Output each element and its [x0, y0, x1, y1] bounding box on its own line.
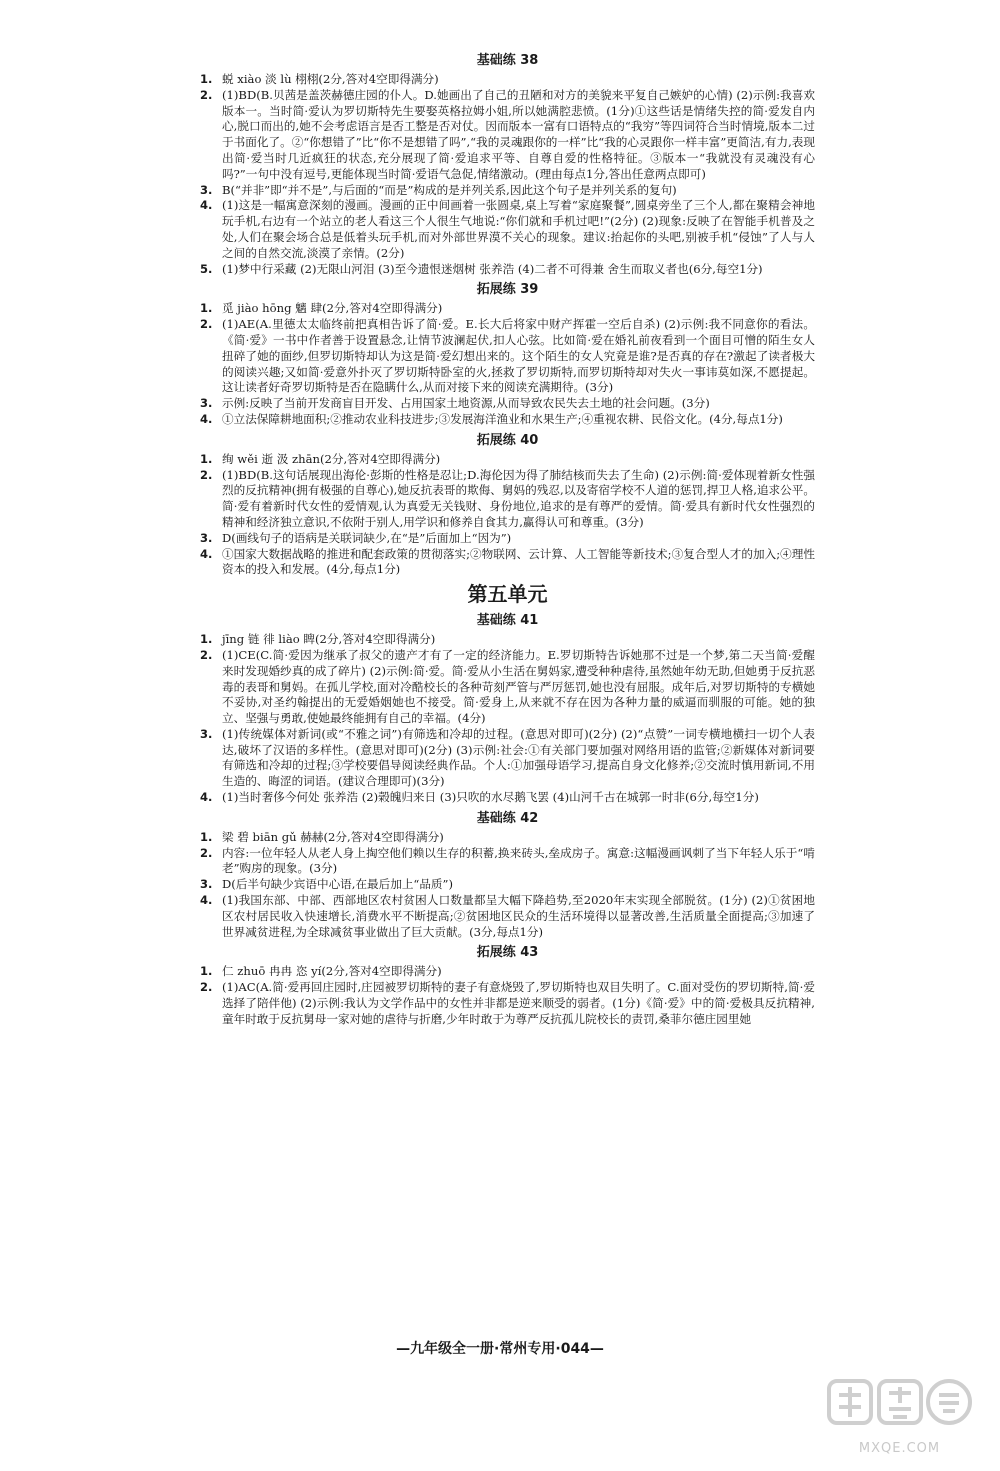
item-number: 2.: [200, 87, 213, 102]
item-number: 3.: [200, 726, 213, 741]
answer-item: [200, 72, 815, 88]
answer-item: [200, 88, 815, 183]
answer-item: [200, 396, 815, 412]
item-text: 示例:反映了当前开发商盲目开发、占用国家土地资源,从而导致农民失去土地的社会问题。(3分): [222, 396, 710, 411]
item-text: 绚 wěi 逝 汲 zhān(2分,答对4空即得满分): [222, 451, 441, 466]
item-number: 4.: [200, 411, 213, 426]
item-number: 1.: [200, 301, 213, 316]
item-number: 4.: [200, 198, 213, 213]
item-text: ①国家大数据战略的推进和配套政策的贯彻落实;②物联网、云计算、人工智能等新技术;③复合型人才的加入;④理性资本的投入和发展。(4分,每点1分): [222, 546, 815, 577]
item-number: 2.: [200, 845, 213, 860]
item-text: (1)传统媒体对新词(或“不雅之词”)有筛选和冷却的过程。(意思对即可)(2分) (2)“点赞”一词专横地横扫一切个人表达,破坏了汉语的多样性。(意思对即可)(2分) (3)示例:社会:①有关部门要加强对网络用语的监管;②新媒体对新词要有筛选和冷却的过程;③学校要倡导阅读经典作品。个人:①加强母语学习,提高自身文化修养;②交流时慎用新词,不用生造的、晦涩的词语。(建议合理即可)(3分): [222, 726, 815, 789]
watermark-text: MXQE.COM: [858, 1441, 941, 1456]
item-text: ①立法保障耕地面积;②推动农业科技进步;③发展海洋渔业和水果生产;④重视农耕、民俗文化。(4分,每点1分): [222, 411, 783, 426]
answer-item: [200, 893, 815, 940]
item-number: 1.: [200, 632, 213, 647]
answer-item: [200, 790, 815, 806]
answer-item: [200, 301, 815, 317]
answer-item: [200, 964, 815, 980]
answer-item: [200, 452, 815, 468]
item-number: 3.: [200, 396, 213, 411]
item-text: (1)AC(A.简·爱再回庄园时,庄园被罗切斯特的妻子有意烧毁了,罗切斯特也双目失明了。C.面对受伤的罗切斯特,简·爱选择了陪伴他) (2)示例:我认为文学作品中的女性并非都是逆来顺受的弱者。(1分)《简·爱》中的简·爱极具反抗精神,童年时敢于反抗舅母一家对她的虐待与折磨,少年时敢于为尊严反抗孤儿院校长的责罚,桑菲尔德庄园里她: [222, 980, 815, 1026]
item-text: (1)我国东部、中部、西部地区农村贫困人口数量都呈大幅下降趋势,至2020年末实现全部脱贫。(1分) (2)①贫困地区农村居民收入快速增长,消费水平不断提高;②贫困地区民众的生活环境得以显著改善,生活质量全面提高;③加速了世界减贫进程,为全球减贫事业做出了巨大贡献。(3分,每点1分): [222, 893, 815, 939]
item-number: 3.: [200, 182, 213, 197]
item-number: 1.: [200, 72, 213, 86]
item-number: 3.: [200, 530, 213, 545]
answer-item: [200, 846, 815, 878]
answer-item: [200, 547, 815, 579]
item-text: B(“并非”即“并不是”,与后面的“而是”构成的是并列关系,因此这个句子是并列关系的复句): [222, 182, 677, 197]
item-number: 3.: [200, 877, 213, 892]
item-text: (1)BD(B.贝茜是盖茨赫德庄园的仆人。D.她画出了自己的丑陋和对方的美貌来平复自己嫉妒的心情) (2)示例:我喜欢版本一。当时简·爱认为罗切斯特先生要娶英格拉姆小姐,所以她满腔悲愤。(1分)①这些话是情绪失控的简·爱发自内心,脱口而出的,她不会考虑语言是否工整是否对仗。因而版本一富有口语特点的“我穷”等四词符合当时情境,版本二过于书面化了。②“你想错了”比“你不是想错了吗”,“我的灵魂跟你的一样”比“我的心灵跟你一样丰富”更简洁,有力,表现出简·爱当时几近疯狂的状态,充分展现了简·爱追求平等、自尊自爱的性格特征。③版本一“我就没有灵魂没有心吗?”一句中没有逗号,更能体现当时简·爱语气急促,情绪激动。(理由每点1分,答出任意两点即可): [222, 87, 815, 181]
item-number: 2.: [200, 467, 213, 482]
item-text: (1)这是一幅寓意深刻的漫画。漫画的正中间画着一张圆桌,桌上写着“家庭聚餐”,圆桌旁坐了三个人,都在聚精会神地玩手机,右边有一个站立的老人看这三个人很生气地说:“你们就和手机过吧!”(2分) (2)现象:反映了在智能手机普及之处,人们在聚会场合总是低着头玩手机,而对外部世界漠不关心的现象。建议:抬起你的头吧,别被手机“侵蚀”了人与人之间的自然交流,淡漠了亲情。(2分): [222, 198, 815, 260]
answer-item: [200, 412, 815, 428]
watermark: [817, 1373, 982, 1465]
section-title: 基础练 41: [476, 613, 539, 629]
item-text: (1)梦中行采藏 (2)无限山河泪 (3)至今遗恨迷烟树 张养浩 (4)二者不可得兼 舍生而取义者也(6分,每空1分): [222, 261, 763, 276]
item-text: 蜕 xiào 淡 lù 栩栩(2分,答对4空即得满分): [222, 72, 439, 86]
item-number: 5.: [200, 261, 213, 276]
answer-item: [200, 830, 815, 846]
answer-item: [200, 632, 815, 648]
item-number: 4.: [200, 790, 213, 805]
item-text: 内容:一位年轻人从老人身上掏空他们赖以生存的积蓄,换来砖头,垒成房子。寓意:这幅漫画讽刺了当下年轻人乐于“啃老”购房的现象。(3分): [222, 845, 815, 876]
item-text: (1)AE(A.里德太太临终前把真相告诉了简·爱。E.长大后将家中财产挥霍一空后自杀) (2)示例:我不同意你的看法。《简·爱》一书中作者善于设置悬念,让情节波澜起伏,扣人心弦。比如简·爱在婚礼前夜看到一个面目可憎的陌生女人扭碎了她的面纱,但罗切斯特却认为这是简·爱幻想出来的。这个陌生的女人究竟是谁?是否真的存在?激起了读者极大的阅读兴趣;又如简·爱意外扑灭了罗切斯特卧室的火,拯救了罗切斯特,而罗切斯特却对失火一事讳莫如深,不愿提起。这让读者好奇罗切斯特是否在隐瞒什么,从而对接下来的阅读充满期待。(3分): [222, 317, 815, 395]
item-number: 4.: [200, 546, 213, 561]
answer-item: [200, 877, 815, 893]
item-number: 2.: [200, 317, 213, 332]
answer-item: [200, 980, 815, 1027]
watermark-logo-icon: [825, 1373, 975, 1435]
item-number: 1.: [200, 829, 213, 844]
item-text: 梁 碧 biān gǔ 赫赫(2分,答对4空即得满分): [222, 829, 444, 844]
answer-item: [200, 468, 815, 531]
section-title: 拓展练 40: [476, 432, 539, 448]
item-text: (1)BD(B.这句话展现出海伦·彭斯的性格是忍让;D.海伦因为得了肺结核而失去了生命) (2)示例:简·爱体现着新女性强烈的反抗精神(拥有极强的自尊心),她反抗表哥的欺侮、舅妈的残忍,以及寄宿学校不人道的惩罚,捍卫人格,追求公平。简·爱有着新时代女性的爱情观,认为真爱无关钱财、身份地位,追求的是有尊严的爱情。简·爱具有新时代女性强烈的精神和经济独立意识,不依附于别人,用学识和修养自食其力,赢得认可和尊重。(3分): [222, 467, 815, 529]
page-footer: —九年级全一册·常州专用·044—: [396, 1341, 604, 1357]
section-title: 拓展练 39: [476, 282, 539, 298]
item-text: D(后半句缺少宾语中心语,在最后加上“品质”): [222, 877, 453, 892]
answer-item: [200, 262, 815, 278]
answer-item: [200, 727, 815, 790]
item-number: 2.: [200, 980, 213, 995]
item-number: 2.: [200, 647, 213, 662]
answer-item: [200, 198, 815, 261]
answer-page: [200, 48, 815, 1028]
answer-item: [200, 317, 815, 396]
item-number: 1.: [200, 964, 213, 979]
answer-item: [200, 183, 815, 199]
item-text: 觅 jiào hōng 魑 肆(2分,答对4空即得满分): [222, 301, 443, 316]
section-title: 基础练 42: [476, 810, 539, 826]
answer-item: [200, 531, 815, 547]
unit-title: 第五单元: [467, 582, 548, 607]
item-text: 仁 zhuō 冉冉 恣 yí(2分,答对4空即得满分): [222, 964, 442, 979]
answer-item: [200, 648, 815, 727]
section-title: 基础练 38: [476, 53, 539, 68]
item-text: (1)CE(C.简·爱因为继承了叔父的遗产才有了一定的经济能力。E.罗切斯特告诉她那不过是一个梦,第二天当简·爱醒来时发现婚纱真的成了碎片) (2)示例:简·爱。简·爱从小生活在舅妈家,遭受种种虐待,虽然她年幼无助,但她勇于反抗恶毒的表哥和舅妈。在孤儿学校,面对冷酷校长的各种苛刻严管与严厉惩罚,她也没有屈服。成年后,对罗切斯特的专横她不妥协,对圣约翰提出的无爱婚姻她也不接受。简·爱身上,从来就不存在因为各种力量的威逼而驯服的可能。她的独立、坚强与勇敢,使她最终能拥有自己的幸福。(4分): [222, 647, 815, 726]
item-number: 1.: [200, 451, 213, 466]
item-number: 4.: [200, 893, 213, 908]
item-text: D(画线句子的语病是关联词缺少,在“是”后面加上“因为”): [222, 530, 512, 545]
item-text: (1)当时奢侈今何处 张养浩 (2)榖魄归来日 (3)只吹的水尽鹅飞罢 (4)山河千古在城郭一时非(6分,每空1分): [222, 790, 759, 805]
section-title: 拓展练 43: [476, 945, 539, 961]
item-text: jīng 链 徘 liào 睥(2分,答对4空即得满分): [222, 632, 436, 647]
